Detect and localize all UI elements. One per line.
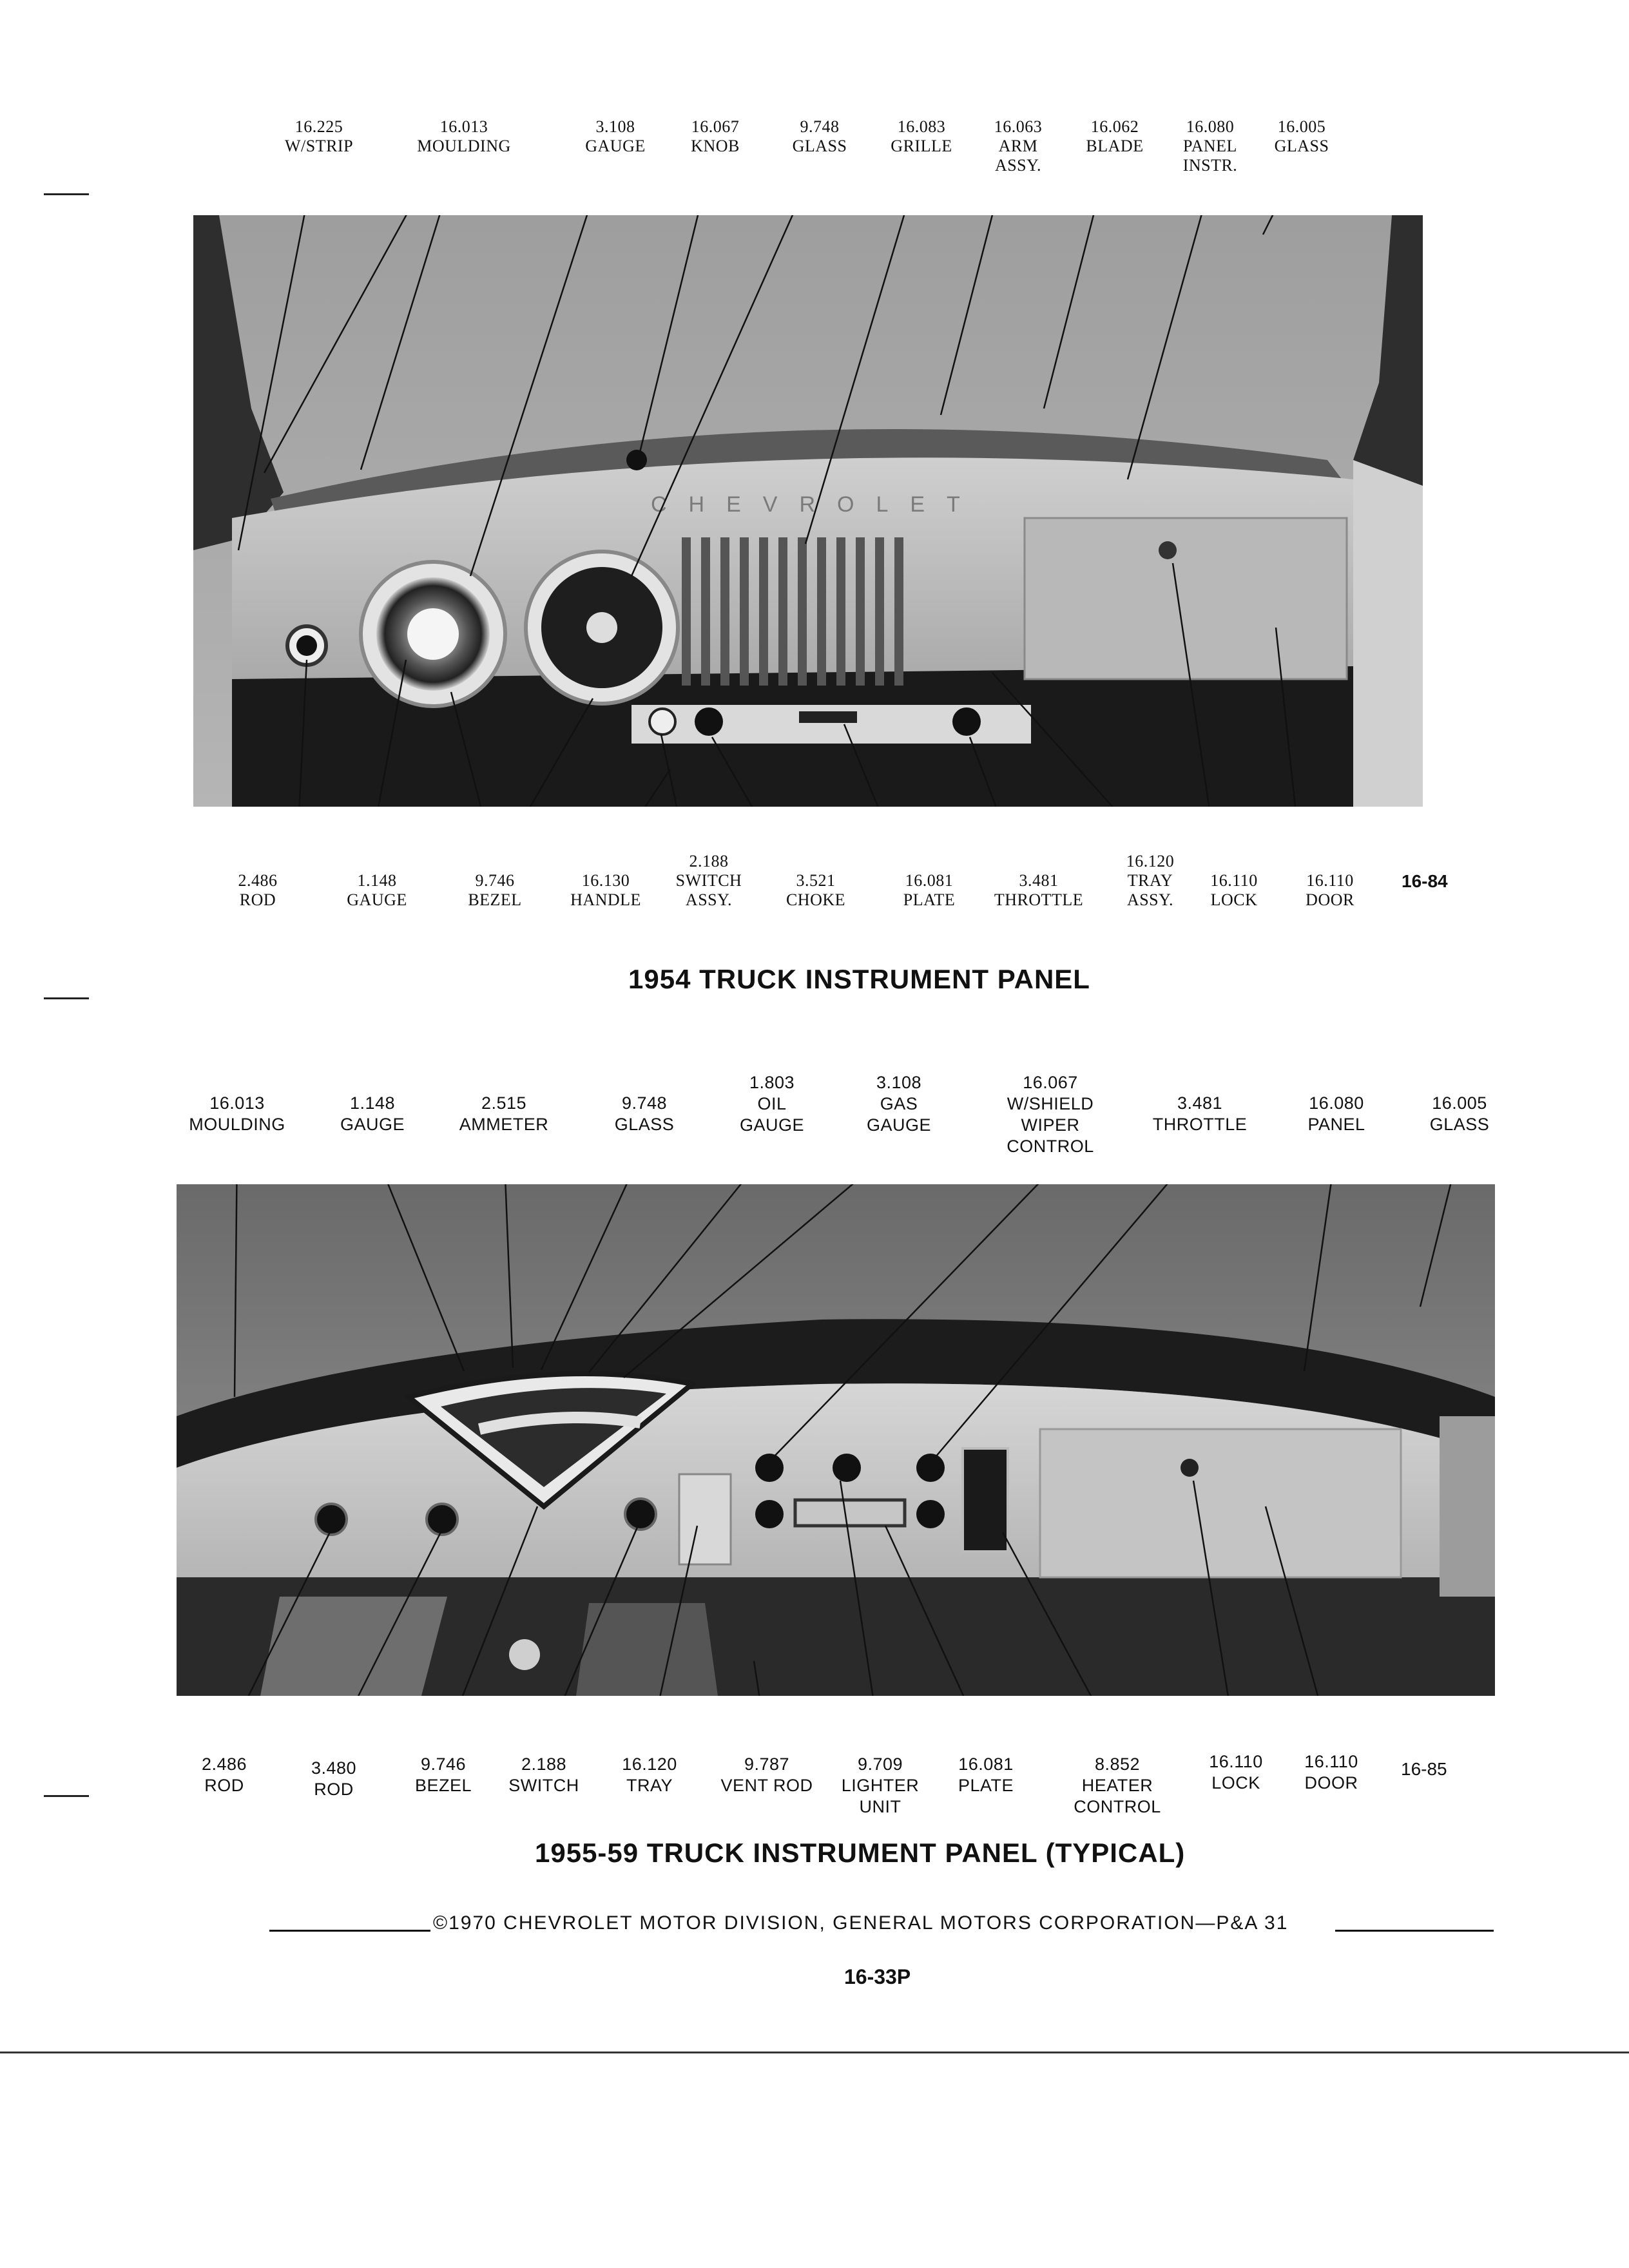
- callout: 2.515 AMMETER: [459, 1093, 549, 1134]
- callout: 2.188 SWITCH: [508, 1754, 579, 1795]
- callout: 16.120 TRAY: [622, 1754, 677, 1795]
- callout: 16.013 MOULDING: [417, 117, 511, 155]
- bottom-scan-rule: [0, 2052, 1629, 2053]
- figure-2-leader-lines: [177, 1184, 1495, 1696]
- callout: 16.083 GRILLE: [891, 117, 952, 155]
- callout: 16.080 PANEL: [1307, 1093, 1365, 1134]
- callout: 2.486 ROD: [201, 1754, 247, 1795]
- callout: 16.005 GLASS: [1274, 117, 1329, 155]
- figure-2-title: 1955-59 TRUCK INSTRUMENT PANEL (TYPICAL): [535, 1838, 1186, 1868]
- callout: 16.080 PANEL INSTR.: [1182, 117, 1238, 175]
- callout: 2.188 SWITCH ASSY.: [675, 852, 742, 909]
- callout: 9.748 GLASS: [614, 1093, 675, 1134]
- callout: 16.081 PLATE: [958, 1754, 1014, 1795]
- margin-mark: [44, 193, 89, 195]
- callout: 16.225 W/STRIP: [284, 117, 354, 155]
- callout: 16.063 ARM ASSY.: [994, 117, 1043, 175]
- callout: 16.067 W/SHIELD WIPER CONTROL: [1007, 1073, 1094, 1156]
- callout: 8.852 HEATER CONTROL: [1074, 1754, 1161, 1816]
- callout: 3.480 ROD: [311, 1758, 357, 1799]
- footer-rule-right: [1335, 1930, 1494, 1932]
- callout: 16.110 DOOR: [1306, 871, 1354, 909]
- figure-1-title: 1954 TRUCK INSTRUMENT PANEL: [628, 964, 1090, 994]
- chevrolet-lettering: CHEVROLET: [651, 492, 982, 517]
- footer-rule-left: [269, 1930, 430, 1932]
- callout: 16.062 BLADE: [1086, 117, 1144, 155]
- callout: 1.148 GAUGE: [340, 1093, 405, 1134]
- callout: 9.746 BEZEL: [414, 1754, 472, 1795]
- page-number: 16-33P: [844, 1965, 911, 1988]
- callout: 16.013 MOULDING: [189, 1093, 285, 1134]
- callout: 3.481 THROTTLE: [1152, 1093, 1248, 1134]
- callout: 16.110 LOCK: [1210, 871, 1258, 909]
- callout: 16.005 GLASS: [1429, 1093, 1490, 1134]
- callout: 9.787 VENT ROD: [720, 1754, 813, 1795]
- callout: 16.110 LOCK: [1209, 1752, 1263, 1792]
- callout: 16.081 PLATE: [903, 871, 956, 909]
- figure-2-photo: [177, 1184, 1495, 1696]
- callout: 9.748 GLASS: [792, 117, 847, 155]
- figure-1-photo: [193, 215, 1423, 807]
- callout: 1.803 OIL GAUGE: [739, 1073, 805, 1135]
- callout: 1.148 GAUGE: [347, 871, 407, 909]
- callout: 3.108 GAUGE: [585, 117, 646, 155]
- margin-mark: [44, 997, 89, 999]
- callout: 3.108 GAS GAUGE: [866, 1073, 932, 1135]
- figure-2-number: 16-85: [1401, 1759, 1447, 1779]
- callout: 16.067 KNOB: [691, 117, 740, 155]
- callout: 9.709 LIGHTER UNIT: [841, 1754, 920, 1816]
- copyright-line: ©1970 CHEVROLET MOTOR DIVISION, GENERAL MOTORS CORPORATION—P&A 31: [433, 1912, 1289, 1934]
- callout: 16.130 HANDLE: [570, 871, 641, 909]
- figure-1-number: 16-84: [1402, 871, 1448, 891]
- callout: 3.481 THROTTLE: [994, 871, 1084, 909]
- figure-1-leader-lines: [193, 215, 1423, 807]
- callout: 2.486 ROD: [238, 871, 278, 909]
- callout: 16.110 DOOR: [1304, 1752, 1358, 1792]
- callout: 16.120 TRAY ASSY.: [1126, 852, 1175, 909]
- margin-mark: [44, 1795, 89, 1797]
- callout: 9.746 BEZEL: [468, 871, 522, 909]
- callout: 3.521 CHOKE: [786, 871, 846, 909]
